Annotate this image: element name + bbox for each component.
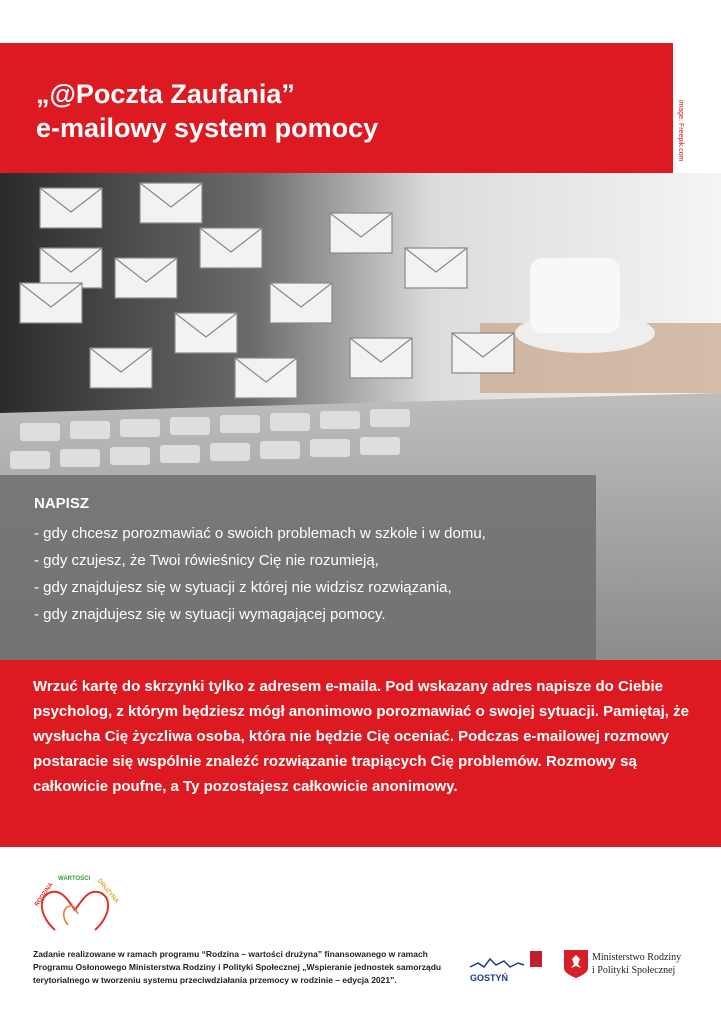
- list-item: - gdy znajdujesz się w sytuacji z której nie widzisz rozwiązania,: [34, 579, 452, 596]
- logo-word-wartosci: WARTOŚCI: [58, 876, 91, 882]
- funding-note: Zadanie realizowane w ramach programu “Rodzina – wartości drużyna” finansowanego w ramach Programu Osłonowego Ministerstwa Rodziny i Polityki Społecznej „Wspieranie jednostek samorządu terytorialnego w tworzeniu systemu przeciwdziałania przemocy w rodzinie – edycja 2021”.: [33, 949, 442, 985]
- info-box: [0, 475, 596, 660]
- instructions-text: Wrzuć kartę do skrzynki tylko z adresem e-maila. Pod wskazany adres napisze do Ciebie psycholog, z którym będziesz mógł anonimowo porozmawiać o swojej sytuacji. Pamiętaj, że wysłucha Cię życzliwa osoba, która nie będzie Cię oceniać. Podczas e-mailowej rozmowy postaracie się wspólnie znaleźć rozwiązanie trapiących Cię problemów. Rozmowy są całkowicie poufne, a Ty pozostajesz całkowicie anonimowy.: [33, 678, 689, 795]
- image-credit-text: image: Freepik.com: [677, 100, 684, 162]
- ministry-name: [592, 951, 681, 977]
- list-item: - gdy czujesz, że Twoi rówieśnicy Cię nie rozumieją,: [34, 552, 379, 569]
- eagle-emblem-icon: [564, 950, 588, 978]
- logo-word-rodzina: RODZINA: [34, 881, 55, 908]
- program-logo: [30, 870, 120, 940]
- title-banner: [0, 43, 673, 173]
- title-line-2: e-mailowy system pomocy: [36, 113, 379, 143]
- list-item: - gdy chcesz porozmawiać o swoich problemach w szkole i w domu,: [34, 525, 486, 542]
- image-credit: [674, 100, 686, 160]
- instructions-panel: [0, 660, 721, 847]
- gostyn-label: GOSTYŃ: [470, 973, 509, 983]
- gostyn-logo: [468, 945, 548, 985]
- ministry-line-1: Ministerstwo Rodziny: [592, 952, 682, 963]
- page-title: [36, 77, 378, 145]
- title-line-1: „@Poczta Zaufania”: [36, 79, 295, 109]
- logo-word-druzyna: DRUŻYNA: [95, 878, 120, 905]
- ministry-line-2: i Polityki Społecznej: [592, 965, 676, 976]
- info-heading: NAPISZ: [34, 495, 90, 512]
- ministry-logo: [564, 950, 714, 990]
- list-item: - gdy znajdujesz się w sytuacji wymagającej pomocy.: [34, 606, 386, 623]
- info-list: [34, 520, 486, 628]
